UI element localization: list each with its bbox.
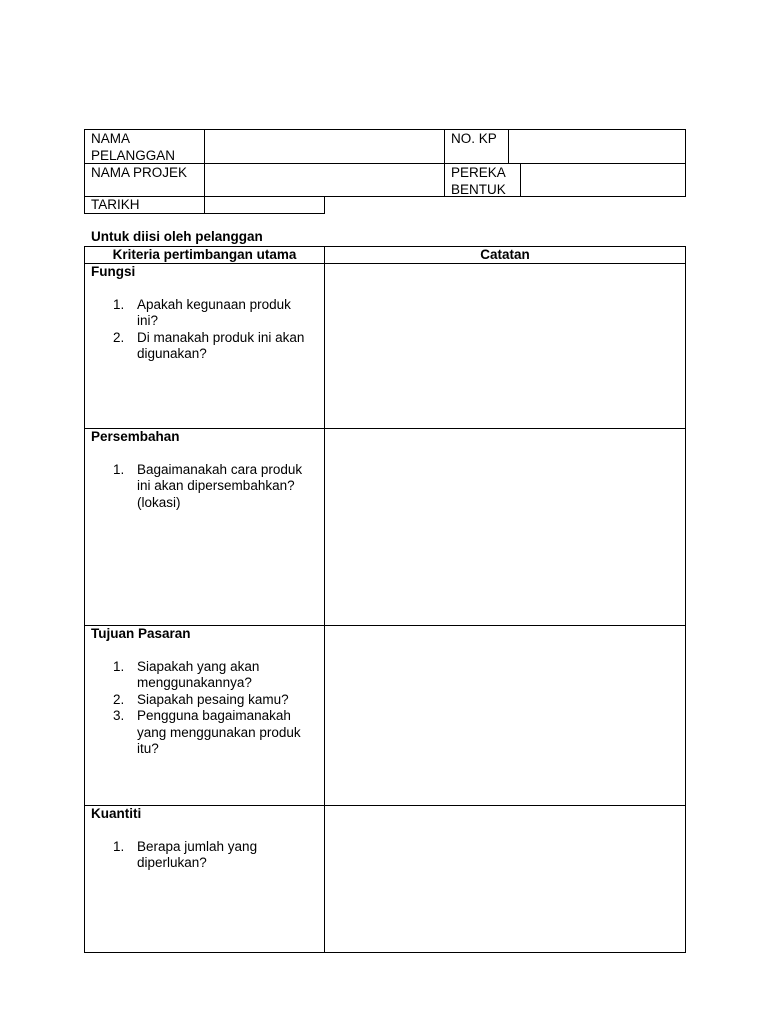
pereka-bentuk-label: PEREKA BENTUK — [451, 165, 506, 197]
section-tujuan-pasaran-criteria — [84, 625, 325, 806]
section-persembahan-notes[interactable] — [324, 428, 686, 626]
pereka-bentuk-value — [521, 164, 533, 166]
list-item-text: Berapa jumlah yang diperlukan? — [137, 838, 258, 870]
nama-projek-value — [205, 164, 217, 166]
instruction-text: Untuk diisi oleh pelanggan — [91, 229, 263, 244]
list-item-number: 1. — [113, 658, 125, 674]
section-title: Kuantiti — [91, 806, 142, 821]
list-item-text: Di manakah produk ini akan digunakan? — [137, 329, 305, 361]
criteria-column-header — [84, 246, 325, 264]
list-item — [91, 839, 320, 872]
nama-pelanggan-value — [205, 130, 217, 132]
tarikh-label: TARIKH — [91, 197, 140, 212]
section-kuantiti-notes[interactable] — [324, 805, 686, 953]
nama-pelanggan-label-cell — [84, 129, 205, 164]
pereka-bentuk-field[interactable] — [520, 163, 686, 197]
list-item-number: 2. — [113, 691, 125, 707]
nama-pelanggan-field[interactable] — [204, 129, 445, 164]
list-item-text: Siapakah yang akan menggunakannya? — [137, 658, 260, 690]
notes-value — [325, 264, 337, 266]
list-item-number: 2. — [113, 329, 125, 345]
list-item-number: 1. — [113, 838, 125, 854]
list-item — [91, 297, 320, 330]
nama-projek-field[interactable] — [204, 163, 445, 197]
section-tujuan-pasaran-notes[interactable] — [324, 625, 686, 806]
list-item — [91, 708, 320, 758]
section-title: Fungsi — [91, 264, 136, 279]
list-item-text: Pengguna bagaimanakah yang menggunakan produk itu? — [137, 708, 301, 756]
no-kp-value — [509, 130, 521, 132]
list-item-number: 1. — [113, 461, 125, 477]
no-kp-field[interactable] — [508, 129, 686, 164]
question-list — [91, 839, 320, 872]
notes-column-header-label: Catatan — [480, 247, 530, 262]
question-list — [91, 462, 320, 512]
list-item — [91, 692, 320, 709]
notes-value — [325, 626, 337, 628]
tarikh-label-cell — [84, 196, 205, 214]
no-kp-label-cell — [444, 129, 509, 164]
list-item-text: Apakah kegunaan produk ini? — [137, 296, 291, 328]
criteria-column-header-label: Kriteria pertimbangan utama — [112, 247, 297, 262]
section-persembahan-criteria — [84, 428, 325, 626]
question-list — [91, 297, 320, 363]
list-item-text: Bagaimanakah cara produk ini akan dipersembahkan? (lokasi) — [137, 461, 303, 510]
no-kp-label: NO. KP — [451, 131, 497, 146]
section-kuantiti-criteria — [84, 805, 325, 953]
notes-column-header — [324, 246, 686, 264]
section-fungsi-criteria — [84, 263, 325, 429]
pereka-bentuk-label-cell — [444, 163, 521, 197]
nama-projek-label-cell — [84, 163, 205, 197]
section-fungsi-notes[interactable] — [324, 263, 686, 429]
section-title: Tujuan Pasaran — [91, 626, 191, 641]
list-item-number: 1. — [113, 296, 125, 312]
list-item-number: 3. — [113, 708, 125, 723]
question-list — [91, 659, 320, 758]
notes-value — [325, 806, 337, 808]
nama-projek-label: NAMA PROJEK — [91, 165, 188, 180]
list-item — [91, 330, 320, 363]
tarikh-value — [205, 197, 217, 199]
list-item — [91, 659, 320, 692]
section-title: Persembahan — [91, 429, 180, 444]
list-item-text: Siapakah pesaing kamu? — [137, 691, 289, 707]
nama-pelanggan-label: NAMA PELANGGAN — [91, 131, 176, 163]
tarikh-field[interactable] — [204, 196, 325, 214]
notes-value — [325, 429, 337, 431]
list-item — [91, 462, 320, 512]
